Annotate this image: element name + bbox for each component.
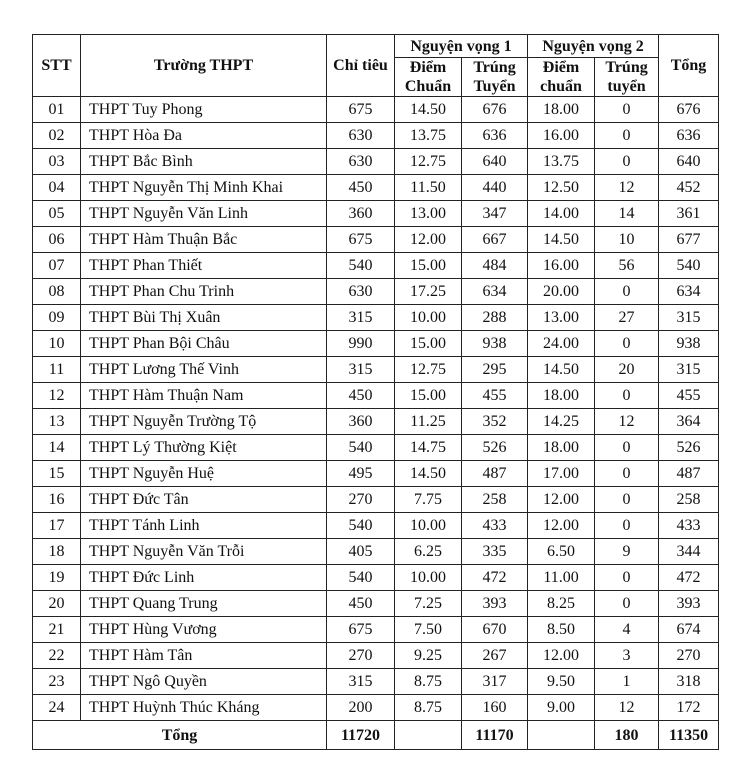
cell-nv1-cutoff: 6.25 [395,539,462,565]
cell-nv2-admitted: 0 [595,149,659,175]
cell-school: THPT Hòa Đa [81,123,327,149]
header-nv2-cutoff: Điểm chuẩn [528,58,595,97]
cell-quota: 540 [327,565,395,591]
cell-school: THPT Quang Trung [81,591,327,617]
cell-quota: 270 [327,487,395,513]
cell-quota: 200 [327,695,395,721]
cell-nv2-cutoff: 8.50 [528,617,595,643]
cell-nv1-cutoff: 10.00 [395,305,462,331]
cell-school: THPT Lý Thường Kiệt [81,435,327,461]
cell-nv2-cutoff: 14.50 [528,357,595,383]
cell-nv2-admitted: 0 [595,461,659,487]
cell-nv2-cutoff: 18.00 [528,383,595,409]
cell-stt: 17 [33,513,81,539]
cell-quota: 675 [327,617,395,643]
cell-nv2-admitted: 20 [595,357,659,383]
cell-total: 258 [659,487,719,513]
cell-school: THPT Lương Thế Vinh [81,357,327,383]
table-row [33,565,719,591]
cell-nv2-cutoff: 8.25 [528,591,595,617]
cell-school: THPT Nguyễn Văn Trỗi [81,539,327,565]
cell-nv2-cutoff: 20.00 [528,279,595,305]
cell-quota: 675 [327,227,395,253]
cell-school: THPT Đức Linh [81,565,327,591]
cell-total: 172 [659,695,719,721]
cell-nv2-cutoff: 6.50 [528,539,595,565]
cell-stt: 21 [33,617,81,643]
totals-quota: 11720 [327,721,395,750]
cell-total: 938 [659,331,719,357]
cell-school: THPT Hàm Thuận Bắc [81,227,327,253]
cell-nv1-cutoff: 15.00 [395,253,462,279]
table-body [33,97,719,721]
cell-nv1-admitted: 160 [462,695,528,721]
cell-nv2-cutoff: 12.00 [528,643,595,669]
cell-nv1-admitted: 484 [462,253,528,279]
cell-quota: 315 [327,305,395,331]
cell-nv2-admitted: 9 [595,539,659,565]
cell-total: 676 [659,97,719,123]
cell-nv2-cutoff: 17.00 [528,461,595,487]
totals-nv1-admitted: 11170 [462,721,528,750]
cell-stt: 08 [33,279,81,305]
table-row [33,357,719,383]
cell-nv2-admitted: 0 [595,279,659,305]
cell-total: 526 [659,435,719,461]
header-nv1-admitted: Trúng Tuyển [462,58,528,97]
cell-nv1-admitted: 347 [462,201,528,227]
cell-stt: 13 [33,409,81,435]
cell-nv1-cutoff: 11.25 [395,409,462,435]
cell-nv2-cutoff: 14.25 [528,409,595,435]
cell-total: 674 [659,617,719,643]
table-row [33,591,719,617]
cell-quota: 540 [327,435,395,461]
header-nv2-admitted: Trúng tuyển [595,58,659,97]
cell-nv2-admitted: 0 [595,591,659,617]
cell-stt: 18 [33,539,81,565]
cell-school: THPT Phan Chu Trinh [81,279,327,305]
cell-nv2-cutoff: 18.00 [528,97,595,123]
cell-total: 393 [659,591,719,617]
table-row [33,539,719,565]
cell-nv1-admitted: 472 [462,565,528,591]
cell-school: THPT Nguyễn Huệ [81,461,327,487]
cell-stt: 11 [33,357,81,383]
cell-nv1-admitted: 667 [462,227,528,253]
cell-stt: 02 [33,123,81,149]
cell-total: 452 [659,175,719,201]
cell-nv1-cutoff: 12.75 [395,149,462,175]
table-row [33,331,719,357]
cell-school: THPT Ngô Quyền [81,669,327,695]
cell-nv2-admitted: 56 [595,253,659,279]
cell-total: 455 [659,383,719,409]
cell-nv1-cutoff: 15.00 [395,383,462,409]
cell-nv1-admitted: 526 [462,435,528,461]
cell-school: THPT Đức Tân [81,487,327,513]
cell-quota: 315 [327,669,395,695]
table-row [33,227,719,253]
cell-stt: 01 [33,97,81,123]
cell-nv1-cutoff: 7.50 [395,617,462,643]
cell-quota: 630 [327,123,395,149]
cell-stt: 04 [33,175,81,201]
cell-stt: 05 [33,201,81,227]
cell-total: 472 [659,565,719,591]
table-row [33,253,719,279]
cell-nv2-cutoff: 18.00 [528,435,595,461]
cell-total: 677 [659,227,719,253]
cell-nv2-admitted: 0 [595,435,659,461]
header-quota: Chỉ tiêu [327,35,395,97]
cell-nv1-admitted: 295 [462,357,528,383]
cell-nv1-cutoff: 13.00 [395,201,462,227]
cell-stt: 03 [33,149,81,175]
table-row [33,149,719,175]
header-nv1-cutoff: Điểm Chuẩn [395,58,462,97]
totals-nv1-cutoff [395,721,462,750]
table-row [33,305,719,331]
cell-quota: 360 [327,201,395,227]
cell-nv2-cutoff: 9.50 [528,669,595,695]
cell-school: THPT Nguyễn Thị Minh Khai [81,175,327,201]
cell-stt: 20 [33,591,81,617]
cell-quota: 270 [327,643,395,669]
cell-nv1-cutoff: 17.25 [395,279,462,305]
cell-total: 640 [659,149,719,175]
cell-nv1-admitted: 670 [462,617,528,643]
cell-nv1-cutoff: 15.00 [395,331,462,357]
cell-nv2-admitted: 1 [595,669,659,695]
cell-quota: 630 [327,149,395,175]
cell-total: 487 [659,461,719,487]
cell-nv2-admitted: 0 [595,97,659,123]
cell-total: 540 [659,253,719,279]
cell-total: 344 [659,539,719,565]
cell-school: THPT Nguyễn Trường Tộ [81,409,327,435]
cell-school: THPT Huỳnh Thúc Kháng [81,695,327,721]
cell-school: THPT Hàm Tân [81,643,327,669]
cell-quota: 315 [327,357,395,383]
header-total: Tổng [659,35,719,97]
cell-school: THPT Hùng Vương [81,617,327,643]
cell-nv2-cutoff: 24.00 [528,331,595,357]
table-row [33,695,719,721]
cell-nv1-admitted: 640 [462,149,528,175]
header-school: Trường THPT [81,35,327,97]
cell-nv2-cutoff: 16.00 [528,253,595,279]
cell-nv2-admitted: 27 [595,305,659,331]
cell-stt: 12 [33,383,81,409]
cell-quota: 450 [327,175,395,201]
cell-nv2-admitted: 0 [595,123,659,149]
cell-nv1-cutoff: 10.00 [395,513,462,539]
cell-total: 270 [659,643,719,669]
cell-stt: 19 [33,565,81,591]
cell-quota: 630 [327,279,395,305]
cell-school: THPT Tuy Phong [81,97,327,123]
cell-stt: 09 [33,305,81,331]
cell-nv1-cutoff: 12.75 [395,357,462,383]
cell-nv1-cutoff: 14.75 [395,435,462,461]
cell-nv1-admitted: 393 [462,591,528,617]
cell-quota: 450 [327,591,395,617]
cell-nv1-cutoff: 9.25 [395,643,462,669]
table-row [33,435,719,461]
cell-nv1-cutoff: 13.75 [395,123,462,149]
cell-nv2-admitted: 12 [595,175,659,201]
cell-nv1-admitted: 440 [462,175,528,201]
cell-nv2-admitted: 12 [595,409,659,435]
cell-total: 315 [659,357,719,383]
cell-quota: 360 [327,409,395,435]
cell-nv1-cutoff: 14.50 [395,461,462,487]
cell-nv2-admitted: 0 [595,383,659,409]
cell-nv2-admitted: 0 [595,331,659,357]
totals-label: Tổng [33,721,327,750]
cell-quota: 675 [327,97,395,123]
totals-nv2-cutoff [528,721,595,750]
cell-nv1-cutoff: 7.75 [395,487,462,513]
cell-nv1-admitted: 676 [462,97,528,123]
cell-total: 318 [659,669,719,695]
header-nv2: Nguyện vọng 2 [528,35,659,58]
totals-total: 11350 [659,721,719,750]
cell-nv2-cutoff: 13.75 [528,149,595,175]
cell-nv1-admitted: 487 [462,461,528,487]
cell-stt: 14 [33,435,81,461]
cell-quota: 450 [327,383,395,409]
cell-nv1-cutoff: 12.00 [395,227,462,253]
cell-nv2-cutoff: 12.00 [528,513,595,539]
cell-school: THPT Phan Thiết [81,253,327,279]
cell-stt: 06 [33,227,81,253]
cell-nv1-admitted: 288 [462,305,528,331]
table-footer [33,721,719,750]
cell-nv2-cutoff: 14.50 [528,227,595,253]
table-row [33,409,719,435]
cell-quota: 405 [327,539,395,565]
cell-school: THPT Bắc Bình [81,149,327,175]
cell-school: THPT Phan Bội Châu [81,331,327,357]
table-header [33,35,719,97]
totals-row [33,721,719,750]
table-row [33,201,719,227]
cell-total: 361 [659,201,719,227]
cell-nv1-admitted: 258 [462,487,528,513]
cell-quota: 990 [327,331,395,357]
cell-nv2-admitted: 0 [595,513,659,539]
cell-nv1-cutoff: 8.75 [395,695,462,721]
cell-school: THPT Nguyễn Văn Linh [81,201,327,227]
cell-quota: 540 [327,513,395,539]
cell-nv2-admitted: 14 [595,201,659,227]
table-row [33,123,719,149]
cell-nv2-cutoff: 14.00 [528,201,595,227]
cell-quota: 540 [327,253,395,279]
cell-quota: 495 [327,461,395,487]
cell-school: THPT Hàm Thuận Nam [81,383,327,409]
table-row [33,643,719,669]
cell-nv2-admitted: 0 [595,487,659,513]
cell-nv2-admitted: 10 [595,227,659,253]
cell-nv2-admitted: 3 [595,643,659,669]
cell-nv1-cutoff: 10.00 [395,565,462,591]
cell-stt: 16 [33,487,81,513]
cell-nv2-admitted: 0 [595,565,659,591]
cell-nv1-admitted: 352 [462,409,528,435]
cell-nv1-cutoff: 14.50 [395,97,462,123]
header-stt: STT [33,35,81,97]
table-row [33,669,719,695]
cell-stt: 22 [33,643,81,669]
header-nv1: Nguyện vọng 1 [395,35,528,58]
cell-nv1-admitted: 455 [462,383,528,409]
cell-total: 364 [659,409,719,435]
cell-nv1-admitted: 267 [462,643,528,669]
table-row [33,175,719,201]
cell-total: 433 [659,513,719,539]
cell-total: 634 [659,279,719,305]
cell-nv2-cutoff: 9.00 [528,695,595,721]
cell-nv1-admitted: 335 [462,539,528,565]
cell-nv2-cutoff: 16.00 [528,123,595,149]
cell-stt: 24 [33,695,81,721]
cell-stt: 23 [33,669,81,695]
table-row [33,513,719,539]
cell-total: 636 [659,123,719,149]
cell-nv1-admitted: 317 [462,669,528,695]
table-row [33,383,719,409]
cell-nv1-admitted: 938 [462,331,528,357]
table-row [33,279,719,305]
cell-total: 315 [659,305,719,331]
cell-nv1-admitted: 634 [462,279,528,305]
cell-nv1-admitted: 433 [462,513,528,539]
cell-nv2-admitted: 12 [595,695,659,721]
cell-nv2-cutoff: 11.00 [528,565,595,591]
cell-school: THPT Tánh Linh [81,513,327,539]
cell-stt: 10 [33,331,81,357]
totals-nv2-admitted: 180 [595,721,659,750]
cell-nv2-cutoff: 12.50 [528,175,595,201]
cell-nv2-cutoff: 12.00 [528,487,595,513]
table-row [33,97,719,123]
cell-stt: 15 [33,461,81,487]
cell-nv1-cutoff: 8.75 [395,669,462,695]
cell-nv1-cutoff: 11.50 [395,175,462,201]
table-row [33,617,719,643]
table-row [33,461,719,487]
admission-results-table [32,34,719,750]
cell-nv2-admitted: 4 [595,617,659,643]
cell-nv1-admitted: 636 [462,123,528,149]
cell-school: THPT Bùi Thị Xuân [81,305,327,331]
cell-nv2-cutoff: 13.00 [528,305,595,331]
cell-nv1-cutoff: 7.25 [395,591,462,617]
cell-stt: 07 [33,253,81,279]
table-row [33,487,719,513]
